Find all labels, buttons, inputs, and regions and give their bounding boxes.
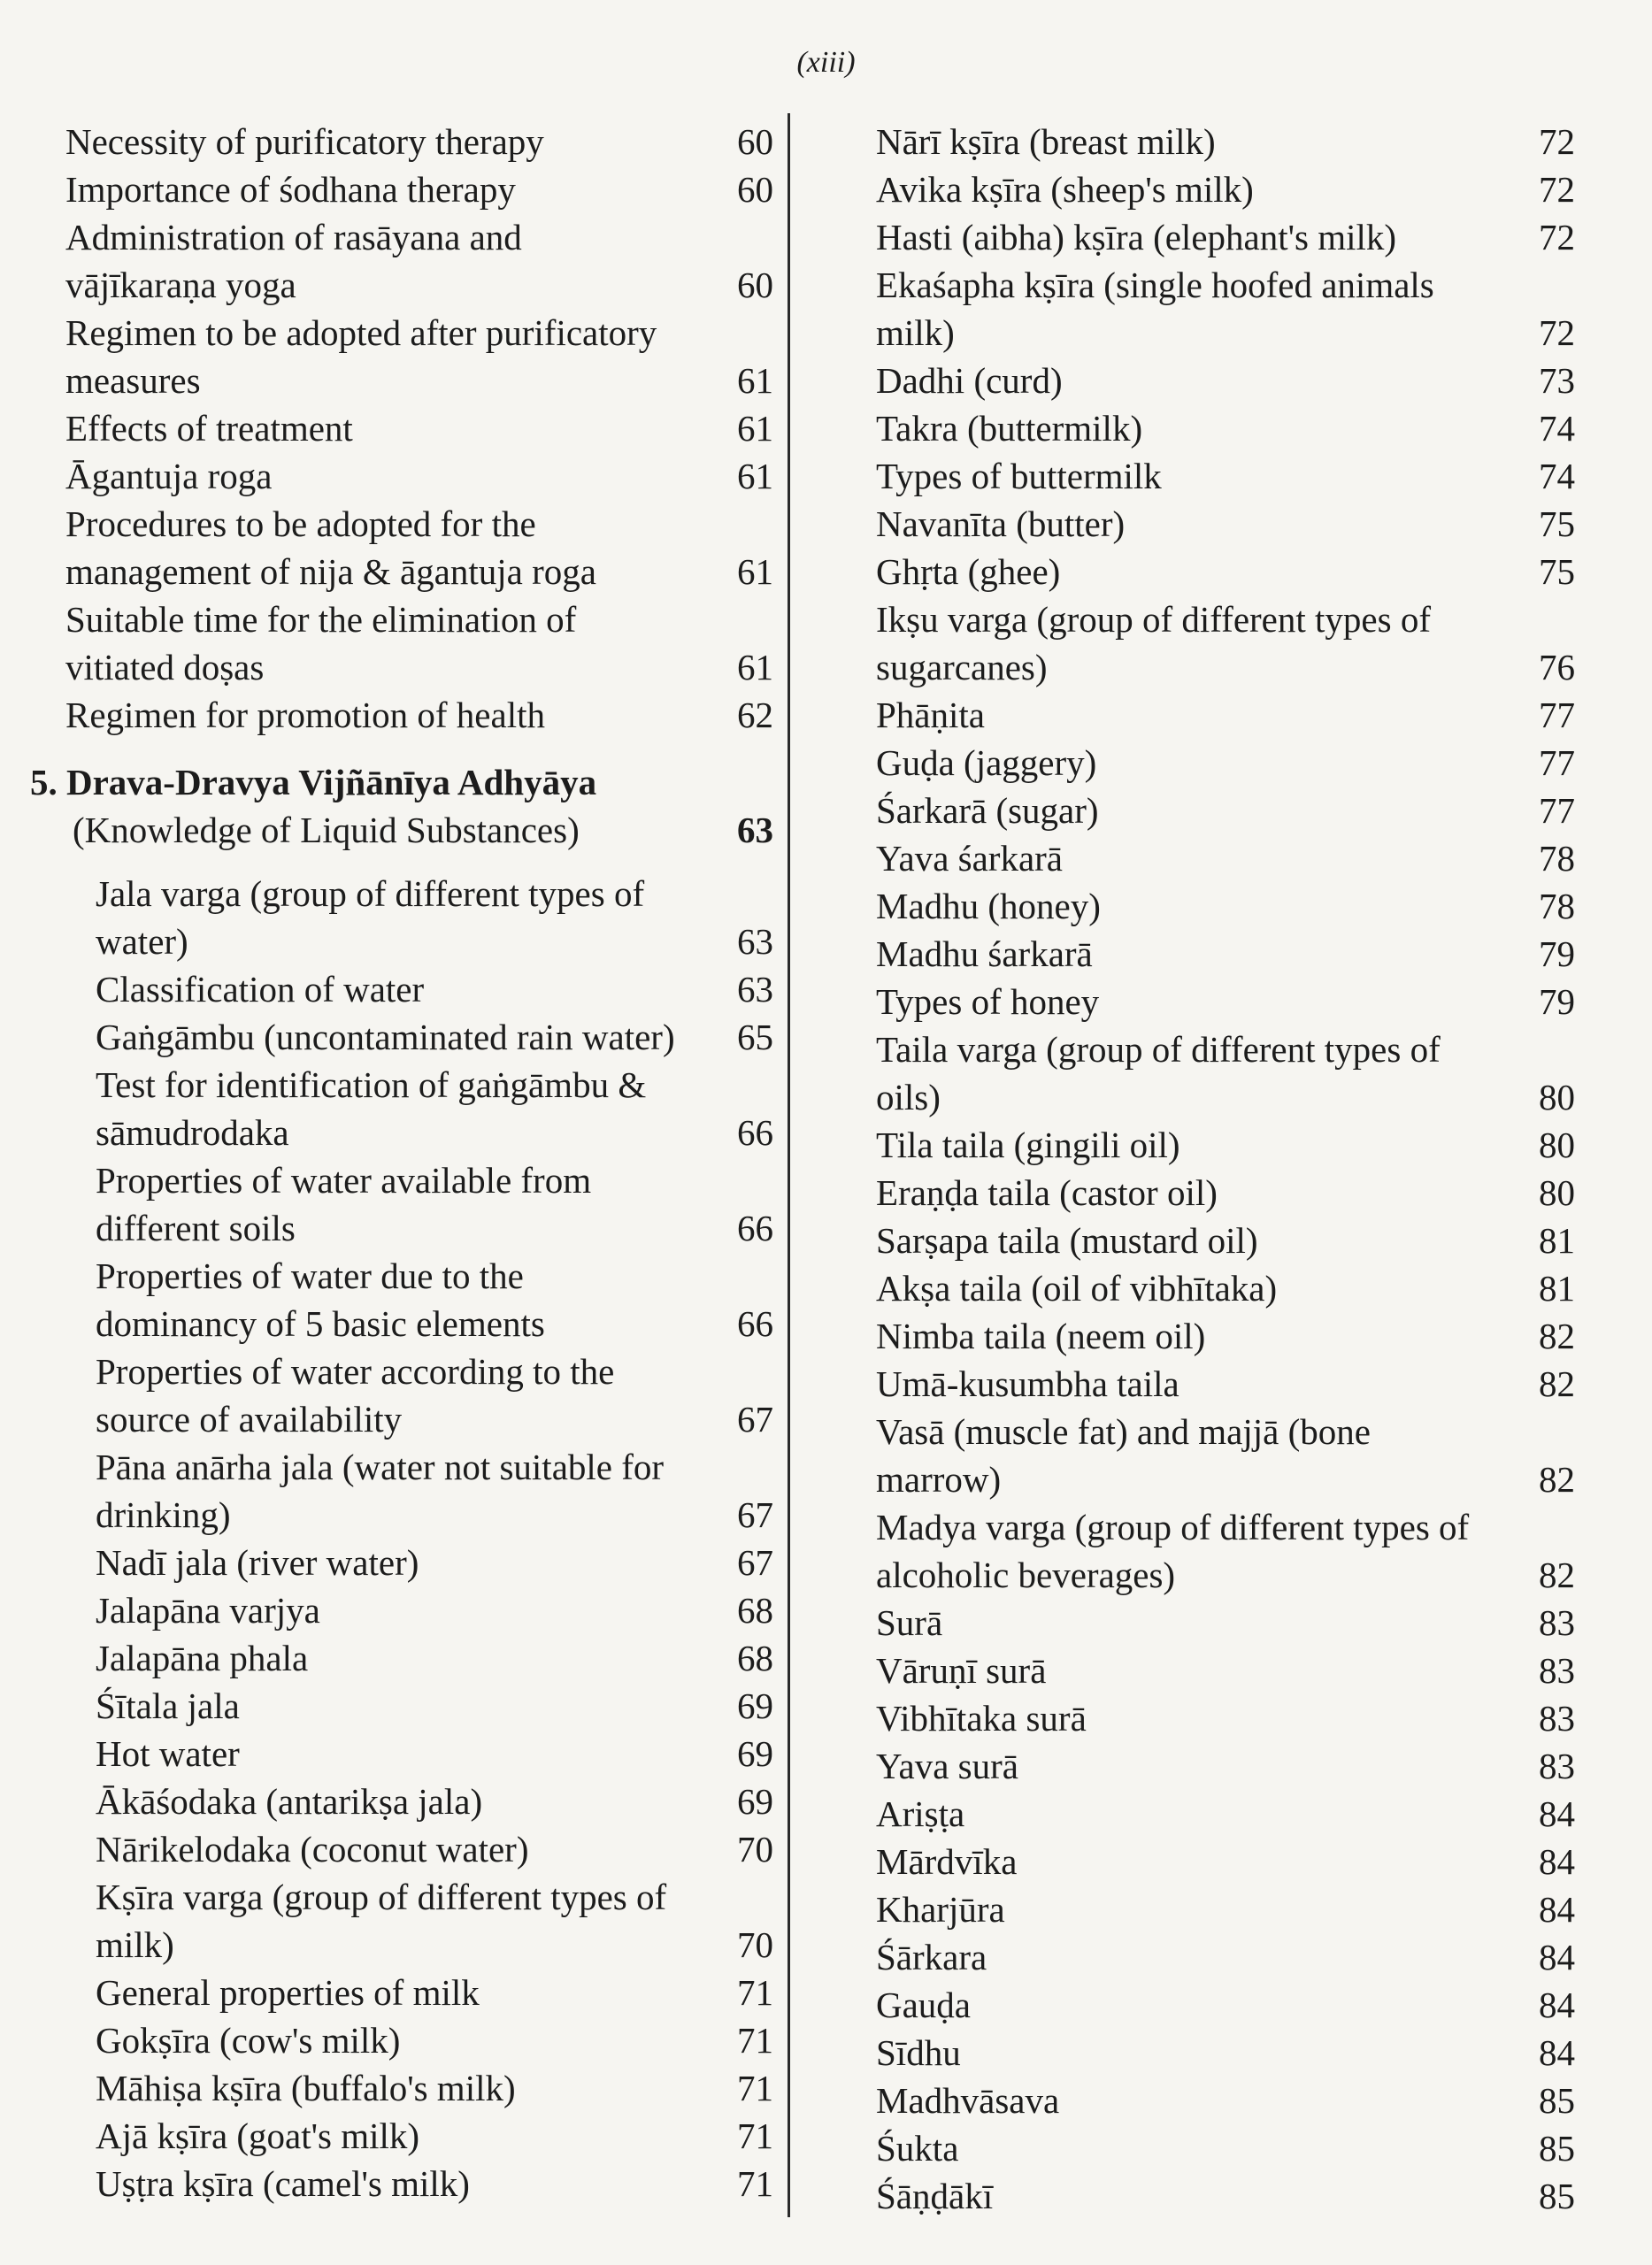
toc-entry-title: Jalapāna phala	[96, 1638, 309, 1678]
toc-entry-page: 69	[737, 1685, 773, 1726]
toc-entry	[65, 1730, 773, 1777]
toc-entry-title: Navanīta (butter)	[876, 503, 1126, 544]
toc-entry-page: 61	[737, 360, 773, 401]
toc-entry-title: Yava surā	[876, 1746, 1018, 1786]
toc-entry-title: Nimba taila (neem oil)	[876, 1316, 1206, 1356]
toc-entry	[876, 1647, 1575, 1694]
toc-entry	[65, 595, 773, 691]
toc-entry-page: 71	[737, 2115, 773, 2156]
toc-entry-page: 74	[1539, 456, 1575, 496]
toc-entry-title: Properties of water available from different soils	[96, 1160, 592, 1248]
toc-entry-page: 83	[1539, 1650, 1575, 1691]
toc-entry	[65, 2016, 773, 2064]
toc-entry-page: 79	[1539, 981, 1575, 1022]
toc-entry-page: 77	[1539, 695, 1575, 735]
toc-entry-title: Sīdhu	[876, 2032, 961, 2073]
toc-entry-title: Hot water	[96, 1733, 240, 1774]
chapter-page-number: 63	[737, 810, 773, 850]
toc-entry-title: Ikṣu varga (group of different types of sugarcanes)	[876, 599, 1431, 687]
toc-entry-page: 75	[1539, 503, 1575, 544]
chapter-heading	[30, 758, 773, 854]
toc-entry	[65, 870, 773, 965]
toc-entry	[876, 2172, 1575, 2220]
toc-entry-page: 72	[1539, 312, 1575, 353]
toc-entry-page: 60	[737, 121, 773, 162]
toc-entry	[876, 2077, 1575, 2124]
toc-entry-title: Importance of śodhana therapy	[65, 169, 516, 210]
toc-entry-title: Umā-kusumbha taila	[876, 1363, 1179, 1404]
toc-entry-page: 68	[737, 1638, 773, 1678]
toc-entry-title: Takra (buttermilk)	[876, 408, 1143, 449]
toc-entry-title: Śītala jala	[96, 1685, 240, 1726]
toc-entry-title: Ekaśapha kṣīra (single hoofed animals milk)	[876, 265, 1434, 353]
toc-entry-title: Necessity of purificatory therapy	[65, 121, 544, 162]
toc-entry-page: 67	[737, 1542, 773, 1583]
toc-entry-page: 69	[737, 1781, 773, 1822]
toc-entry	[876, 691, 1575, 739]
toc-entry-page: 61	[737, 647, 773, 687]
toc-entry-title: Nārī kṣīra (breast milk)	[876, 121, 1216, 162]
toc-entry-page: 78	[1539, 886, 1575, 926]
toc-entry	[65, 1634, 773, 1682]
toc-entry	[876, 739, 1575, 787]
toc-left-bottom-list	[65, 870, 773, 2207]
toc-entry-page: 77	[1539, 790, 1575, 831]
toc-entry-title: Uṣṭra kṣīra (camel's milk)	[96, 2163, 470, 2204]
toc-entry	[65, 1013, 773, 1061]
toc-entry-page: 65	[737, 1017, 773, 1057]
toc-entry-page: 79	[1539, 933, 1575, 974]
toc-entry	[876, 261, 1575, 357]
toc-entry-title: Madya varga (group of different types of alcoholic beverages)	[876, 1507, 1470, 1595]
toc-entry-page: 84	[1539, 1841, 1575, 1882]
toc-entry-page: 60	[737, 265, 773, 305]
toc-entry-title: Taila varga (group of different types of oils)	[876, 1029, 1441, 1117]
toc-entry	[65, 1539, 773, 1586]
toc-entry-page: 61	[737, 408, 773, 449]
toc-entry-title: Tila taila (gingili oil)	[876, 1125, 1180, 1165]
toc-entry	[876, 978, 1575, 1025]
page-number: (xiii)	[796, 46, 856, 79]
toc-entry	[876, 882, 1575, 930]
toc-entry	[876, 2124, 1575, 2172]
toc-entry-title: Akṣa taila (oil of vibhītaka)	[876, 1268, 1278, 1309]
toc-entry	[65, 1873, 773, 1969]
toc-entry-page: 72	[1539, 169, 1575, 210]
toc-entry	[876, 548, 1575, 595]
toc-entry	[65, 1347, 773, 1443]
toc-entry	[876, 787, 1575, 834]
toc-entry	[876, 118, 1575, 165]
toc-entry-page: 85	[1539, 2080, 1575, 2121]
toc-entry-page: 83	[1539, 1698, 1575, 1739]
toc-entry-title: Śarkarā (sugar)	[876, 790, 1099, 831]
toc-entry-title: Ajā kṣīra (goat's milk)	[96, 2115, 420, 2156]
toc-entry-title: Properties of water according to the source of availability	[96, 1351, 615, 1440]
toc-entry-page: 71	[737, 1972, 773, 2013]
toc-entry-title: Vāruṇī surā	[876, 1650, 1047, 1691]
toc-entry	[876, 1599, 1575, 1647]
toc-entry	[65, 2064, 773, 2112]
toc-entry	[65, 1156, 773, 1252]
toc-entry-title: Regimen to be adopted after purificatory measures	[65, 312, 657, 401]
toc-entry-title: Ghṛta (ghee)	[876, 551, 1061, 592]
toc-entry	[876, 1694, 1575, 1742]
chapter-title: 5. Drava-Dravya Vijñānīya Adhyāya	[30, 762, 597, 802]
toc-entry-title: Guḍa (jaggery)	[876, 742, 1097, 783]
toc-entry-page: 85	[1539, 2128, 1575, 2169]
toc-entry	[876, 1217, 1575, 1264]
toc-entry-page: 83	[1539, 1602, 1575, 1643]
toc-entry	[65, 1825, 773, 1873]
toc-entry-title: Śukta	[876, 2128, 959, 2169]
toc-entry	[65, 1682, 773, 1730]
toc-entry	[65, 2112, 773, 2160]
toc-entry	[65, 965, 773, 1013]
toc-entry-page: 80	[1539, 1125, 1575, 1165]
toc-entry-page: 71	[737, 2163, 773, 2204]
toc-entry-title: Ariṣṭa	[876, 1793, 965, 1834]
toc-entry-title: Phāṇita	[876, 695, 985, 735]
toc-entry-page: 69	[737, 1733, 773, 1774]
toc-entry-page: 66	[737, 1112, 773, 1153]
toc-entry-page: 84	[1539, 1889, 1575, 1930]
toc-entry-page: 80	[1539, 1172, 1575, 1213]
toc-entry-title: Kṣīra varga (group of different types of milk)	[96, 1877, 667, 1965]
toc-entry-page: 81	[1539, 1268, 1575, 1309]
toc-entry	[876, 1503, 1575, 1599]
toc-entry-title: Jala varga (group of different types of water)	[96, 873, 645, 962]
toc-entry-page: 76	[1539, 647, 1575, 687]
toc-entry-page: 72	[1539, 217, 1575, 257]
toc-entry-page: 70	[737, 1829, 773, 1870]
toc-entry-title: Classification of water	[96, 969, 425, 1010]
toc-entry	[876, 930, 1575, 978]
toc-entry-page: 84	[1539, 1985, 1575, 2025]
toc-entry-page: 84	[1539, 1937, 1575, 1977]
toc-entry	[65, 500, 773, 595]
toc-entry-page: 70	[737, 1924, 773, 1965]
toc-entry-title: Gaṅgāmbu (uncontaminated rain water)	[96, 1017, 675, 1057]
toc-entry	[876, 2029, 1575, 2077]
toc-entry-title: Hasti (aibha) kṣīra (elephant's milk)	[876, 217, 1397, 257]
toc-entry	[876, 1169, 1575, 1217]
toc-entry-page: 60	[737, 169, 773, 210]
toc-entry-title: Māhiṣa kṣīra (buffalo's milk)	[96, 2068, 516, 2108]
toc-entry	[65, 1252, 773, 1347]
toc-entry-title: Yava śarkarā	[876, 838, 1064, 879]
toc-entry	[65, 452, 773, 500]
toc-entry-page: 63	[737, 921, 773, 962]
toc-entry	[876, 1790, 1575, 1838]
toc-entry-page: 82	[1539, 1316, 1575, 1356]
toc-entry	[876, 1025, 1575, 1121]
toc-entry	[876, 595, 1575, 691]
toc-entry-title: Ākāśodaka (antarikṣa jala)	[96, 1781, 483, 1822]
toc-entry	[876, 452, 1575, 500]
toc-entry	[876, 1933, 1575, 1981]
toc-entry-page: 81	[1539, 1220, 1575, 1261]
toc-entry-title: Administration of rasāyana and vājīkaraṇa yoga	[65, 217, 522, 305]
toc-entry-page: 72	[1539, 121, 1575, 162]
toc-entry-page: 67	[737, 1399, 773, 1440]
toc-entry-title: Madhvāsava	[876, 2080, 1060, 2121]
toc-entry-page: 62	[737, 695, 773, 735]
toc-entry-page: 85	[1539, 2176, 1575, 2216]
toc-entry-page: 78	[1539, 838, 1575, 879]
toc-entry	[65, 2160, 773, 2207]
toc-left-top-list	[65, 118, 773, 739]
toc-entry-page: 66	[737, 1208, 773, 1248]
toc-entry	[65, 1061, 773, 1156]
toc-entry	[65, 309, 773, 404]
toc-entry-title: Nadī jala (river water)	[96, 1542, 419, 1583]
toc-entry-title: Āgantuja roga	[65, 456, 273, 496]
toc-entry-title: Gokṣīra (cow's milk)	[96, 2020, 401, 2061]
toc-entry-title: General properties of milk	[96, 1972, 480, 2013]
toc-entry-page: 61	[737, 456, 773, 496]
toc-entry	[876, 213, 1575, 261]
toc-right-column	[876, 118, 1575, 2220]
toc-entry	[65, 165, 773, 213]
toc-entry	[876, 1408, 1575, 1503]
toc-entry-title: Regimen for promotion of health	[65, 695, 545, 735]
toc-entry-title: Types of buttermilk	[876, 456, 1162, 496]
toc-entry-title: Sarṣapa taila (mustard oil)	[876, 1220, 1258, 1261]
toc-entry	[876, 165, 1575, 213]
toc-entry-page: 77	[1539, 742, 1575, 783]
toc-entry-title: Jalapāna varjya	[96, 1590, 320, 1631]
toc-entry	[876, 1742, 1575, 1790]
toc-entry-title: Vasā (muscle fat) and majjā (bone marrow)	[876, 1411, 1371, 1500]
toc-entry	[876, 834, 1575, 882]
toc-entry-title: Madhu (honey)	[876, 886, 1101, 926]
toc-entry-page: 73	[1539, 360, 1575, 401]
toc-entry-page: 66	[737, 1303, 773, 1344]
toc-entry	[876, 1312, 1575, 1360]
toc-entry-title: Vibhītaka surā	[876, 1698, 1087, 1739]
toc-entry-title: Nārikelodaka (coconut water)	[96, 1829, 529, 1870]
toc-entry-title: Avika kṣīra (sheep's milk)	[876, 169, 1254, 210]
toc-entry-page: 82	[1539, 1363, 1575, 1404]
toc-entry-title: Śārkara	[876, 1937, 987, 1977]
toc-entry	[876, 1981, 1575, 2029]
toc-entry-page: 83	[1539, 1746, 1575, 1786]
toc-entry	[876, 1360, 1575, 1408]
toc-entry	[65, 1443, 773, 1539]
toc-entry-title: Suitable time for the elimination of vitiated doṣas	[65, 599, 577, 687]
toc-entry-title: Eraṇḍa taila (castor oil)	[876, 1172, 1218, 1213]
toc-entry-page: 63	[737, 969, 773, 1010]
toc-entry	[876, 1264, 1575, 1312]
toc-entry	[876, 500, 1575, 548]
toc-left-column	[30, 118, 773, 2207]
toc-entry-title: Śāṇḍākī	[876, 2176, 994, 2216]
toc-entry	[876, 404, 1575, 452]
toc-right-list	[876, 118, 1575, 2220]
toc-entry	[65, 213, 773, 309]
toc-entry-title: Pāna anārha jala (water not suitable for drinking)	[96, 1447, 665, 1535]
toc-entry	[876, 357, 1575, 404]
toc-entry-title: Types of honey	[876, 981, 1100, 1022]
toc-entry	[65, 118, 773, 165]
toc-entry	[876, 1838, 1575, 1885]
toc-entry-page: 82	[1539, 1555, 1575, 1595]
toc-entry	[876, 1885, 1575, 1933]
toc-entry-title: Properties of water due to the dominancy of 5 basic elements	[96, 1255, 545, 1344]
toc-entry-title: Surā	[876, 1602, 943, 1643]
toc-entry	[65, 691, 773, 739]
toc-entry-page: 84	[1539, 1793, 1575, 1834]
toc-entry	[876, 1121, 1575, 1169]
toc-entry-page: 84	[1539, 2032, 1575, 2073]
toc-entry-title: Gauḍa	[876, 1985, 972, 2025]
toc-entry	[65, 404, 773, 452]
toc-entry-title: Madhu śarkarā	[876, 933, 1093, 974]
toc-entry-page: 80	[1539, 1077, 1575, 1117]
toc-entry-page: 82	[1539, 1459, 1575, 1500]
toc-entry-page: 75	[1539, 551, 1575, 592]
toc-entry-title: Dadhi (curd)	[876, 360, 1063, 401]
chapter-subtitle: (Knowledge of Liquid Substances)	[73, 810, 580, 850]
toc-entry-page: 68	[737, 1590, 773, 1631]
toc-entry	[65, 1586, 773, 1634]
toc-entry-page: 61	[737, 551, 773, 592]
toc-entry-title: Kharjūra	[876, 1889, 1005, 1930]
toc-entry-title: Effects of treatment	[65, 408, 353, 449]
toc-entry	[65, 1969, 773, 2016]
toc-entry-page: 71	[737, 2020, 773, 2061]
toc-entry-title: Test for identification of gaṅgāmbu & sāmudrodaka	[96, 1064, 647, 1153]
toc-entry-page: 67	[737, 1494, 773, 1535]
toc-entry	[65, 1777, 773, 1825]
toc-entry-title: Procedures to be adopted for the management of nija & āgantuja roga	[65, 503, 596, 592]
toc-entry-title: Mārdvīka	[876, 1841, 1018, 1882]
column-divider	[788, 113, 790, 2217]
toc-entry-page: 74	[1539, 408, 1575, 449]
toc-entry-page: 71	[737, 2068, 773, 2108]
